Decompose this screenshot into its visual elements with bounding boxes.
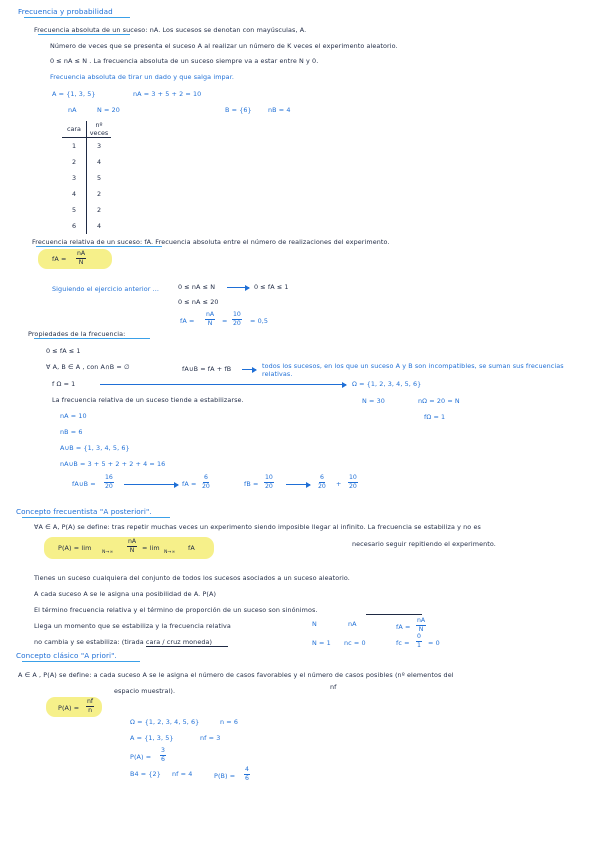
fraction: $\frac{6}{20}$	[318, 474, 326, 491]
set: A∪B = {1, 3, 4, 5, 6}	[60, 444, 130, 452]
label: nA	[348, 620, 357, 628]
table-row	[62, 138, 111, 155]
set: A = {1, 3, 5}	[52, 90, 96, 98]
fraction: $\frac{nA}{N}$	[206, 311, 215, 328]
label: nf	[330, 683, 337, 691]
formula: nf = 3	[200, 734, 221, 742]
formula: fA =	[180, 317, 195, 325]
section-title: Concepto clásico "A priori".	[16, 651, 117, 660]
text-line: Frecuencia absoluta de tirar un dado y que salga impar.	[50, 73, 234, 81]
formula: 0 ≤ nA ≤ N	[178, 283, 216, 291]
text-line: La frecuencia relativa de un suceso tiende a estabilizarse.	[52, 396, 244, 404]
set: B4 = {2}	[130, 770, 161, 778]
formula: 0 ≤ nA ≤ 20	[178, 298, 219, 306]
formula: n = 6	[220, 718, 239, 726]
table-cell: 6	[62, 218, 87, 234]
set: A = {1, 3, 5}	[130, 734, 174, 742]
text-line: El término frecuencia relativa y el término de proporción de un suceso son sinónimos.	[34, 606, 318, 614]
formula: P(A) =	[58, 704, 80, 712]
text-line: Tienes un suceso cualquiera del conjunto de todos los sucesos asociados a un suceso aleatorio.	[34, 574, 350, 582]
arrow	[124, 484, 178, 485]
formula: N = 1	[312, 639, 331, 647]
fraction: $\frac{4}{6}$	[245, 766, 249, 783]
table-cell: 2	[96, 190, 102, 198]
table-header: cara	[62, 121, 87, 138]
term-underline	[146, 646, 228, 647]
text-line: f Ω = 1	[52, 380, 76, 388]
formula: nA = 10	[60, 412, 87, 420]
section-title: Frecuencia y probabilidad	[18, 7, 113, 16]
formula: fA∪B = fA + fB	[182, 365, 232, 373]
table-row	[62, 218, 111, 234]
text-line: Frecuencia relativa de un suceso: fA. Frecuencia absoluta entre el número de realizaciones del experimento.	[32, 238, 390, 246]
formula: nB = 6	[60, 428, 83, 436]
table-cell: 5	[62, 202, 87, 218]
arrow	[286, 484, 310, 485]
formula: fA =	[396, 623, 411, 631]
text-line: 0 ≤ fA ≤ 1	[46, 347, 81, 355]
formula: fA =	[52, 255, 67, 263]
table-cell: 4	[62, 186, 87, 202]
table-row	[62, 202, 111, 218]
frequency-table	[62, 121, 111, 234]
formula: P(B) =	[214, 772, 236, 780]
text-line: Número de veces que se presenta el suceso A al realizar un número de K veces el experimento aleatorio.	[50, 42, 398, 50]
section-title: Concepto frecuentista "A posteriori".	[16, 507, 152, 516]
table-row	[62, 186, 111, 202]
table-cell: 2	[62, 154, 87, 170]
term-underline	[366, 614, 422, 615]
table-cell: 2	[96, 206, 102, 214]
formula: nA∪B = 3 + 5 + 2 + 2 + 4 = 16	[60, 460, 166, 468]
formula: = lim	[142, 544, 160, 552]
set: Ω = {1, 2, 3, 4, 5, 6}	[352, 380, 422, 388]
formula-subscript: N→∞	[102, 550, 114, 555]
fraction: $\frac{16}{20}$	[105, 474, 113, 491]
fraction: $\frac{3}{6}$	[161, 747, 165, 764]
fraction: $\frac{0}{1}$	[417, 633, 421, 650]
text-line: Siguiendo el ejercicio anterior ...	[52, 285, 160, 293]
formula: nB = 4	[268, 106, 291, 114]
formula: nc = 0	[344, 639, 366, 647]
text-line: espacio muestral).	[114, 687, 176, 695]
title-underline	[34, 338, 150, 339]
formula: fA	[188, 544, 195, 552]
fraction: $\frac{nf}{n}$	[87, 698, 94, 715]
section-title: Propiedades de la frecuencia:	[28, 330, 126, 338]
fraction: $\frac{nA}{N}$	[128, 538, 137, 555]
formula: fA =	[182, 480, 197, 488]
text-line: ∀A ∈ A, P(A) se define: tras repetir muchas veces un experimento siendo imposible llegar al infinito. La frecuencia se estabiliza y no es	[34, 523, 481, 531]
fraction: $\frac{nA}{N}$	[77, 250, 86, 267]
formula: =	[222, 317, 228, 325]
title-underline	[22, 517, 170, 518]
text-line: no cambia y se estabiliza: (tirada cara / cruz moneda)	[34, 638, 213, 646]
table-cell: 1	[62, 138, 87, 155]
arrow	[227, 287, 249, 288]
text-line: A ∈ A , P(A) se define: a cada suceso A se le asigna el número de casos favorables y el número de casos posibles (nº elementos del	[18, 671, 454, 679]
table-header: nº veces	[87, 121, 112, 138]
label: N	[312, 620, 317, 628]
formula: = 0,5	[250, 317, 269, 325]
formula: fB =	[244, 480, 259, 488]
fraction: $\frac{10}{20}$	[233, 311, 241, 328]
highlight	[38, 249, 112, 269]
formula: 0 ≤ fA ≤ 1	[254, 283, 289, 291]
term-underline	[36, 246, 162, 247]
title-underline	[22, 661, 140, 662]
term-underline	[38, 34, 130, 35]
fraction: $\frac{nA}{N}$	[417, 617, 426, 634]
table-cell: 3	[96, 142, 102, 150]
table-cell: 4	[96, 158, 102, 166]
label: N = 30	[362, 397, 385, 405]
table-cell: 4	[96, 222, 102, 230]
label: N = 20	[97, 106, 120, 114]
text-line: necesario seguir repitiendo el experimento.	[352, 540, 496, 548]
table-cell: 5	[96, 174, 102, 182]
set: Ω = {1, 2, 3, 4, 5, 6}	[130, 718, 200, 726]
arrow	[100, 384, 346, 385]
set: B = {6}	[225, 106, 252, 114]
text-line: A cada suceso A se le asigna una posibilidad de A. P(A)	[34, 590, 217, 598]
fraction: $\frac{10}{20}$	[349, 474, 357, 491]
title-underline	[24, 17, 130, 18]
text-line: Llega un momento que se estabiliza y la frecuencia relativa	[34, 622, 231, 630]
table-row	[62, 170, 111, 186]
formula: P(A) = lim	[58, 544, 92, 552]
table-cell: 3	[62, 170, 87, 186]
text-line: 0 ≤ nA ≤ N . La frecuencia absoluta de un suceso siempre va a estar entre N y 0.	[50, 57, 319, 65]
text-line: ∀ A, B ∈ A , con A∩B = ∅	[46, 363, 130, 371]
arrow	[242, 369, 256, 370]
formula: nA = 3 + 5 + 2 = 10	[133, 90, 202, 98]
fraction: $\frac{6}{20}$	[202, 474, 210, 491]
formula: P(A) =	[130, 753, 152, 761]
formula-subscript: N→∞	[164, 550, 176, 555]
formula: = 0	[428, 639, 440, 647]
formula: +	[336, 480, 342, 488]
formula: fΩ = 1	[424, 413, 446, 421]
label: nA	[68, 106, 77, 114]
text-line: Frecuencia absoluta de un suceso: nA. Los sucesos se denotan con mayúsculas, A.	[34, 26, 307, 34]
formula: fA∪B =	[72, 480, 96, 488]
formula: nf = 4	[172, 770, 193, 778]
fraction: $\frac{10}{20}$	[265, 474, 273, 491]
table-row	[62, 154, 111, 170]
formula: fc =	[396, 639, 410, 647]
formula: nΩ = 20 = N	[418, 397, 460, 405]
note: todos los sucesos, en los que un suceso A y B son incompatibles, se suman sus frecuencias relativas.	[262, 362, 564, 378]
